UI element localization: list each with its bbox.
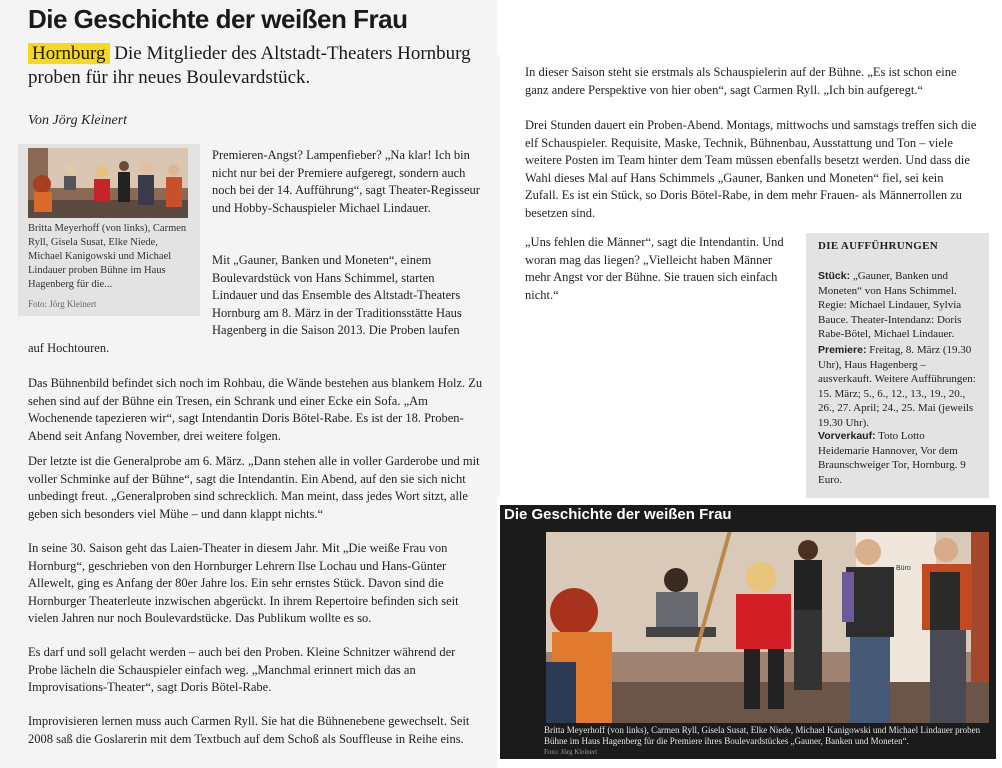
location-keyword[interactable]: Hornburg: [28, 43, 110, 64]
paragraph-2: Mit „Gauner, Banken und Moneten“, einem Boulevardstück von Hans Schimmel, starten Lindauer und das Ensemble des Altstadt-Theaters Hornburg am 8. März in der Traditionsstätte Haus Hagenberg in die Saison 2013. Die Proben laufen: [212, 253, 462, 337]
paragraph-5: In seine 30. Saison geht das Laien-Theater in diesem Jahr. Mit „Die weiße Frau von Hornburg“, geschrieben von den Hornburger Lehrern Ilse Lochau und Hans-Günter Allewelt, ging es Anfang der 80er Jahre los. Ein sehr ernstes Stück. Davon sind die Hornburger Theaterleute inzwischen abgerückt. In ihrem Repertoire befinden sich seit vielen Jahren nur noch Boulevardstücke. Das Publikum wollte es so.: [28, 541, 459, 625]
performances-infobox: [806, 233, 989, 498]
gallery-caption: Britta Meyerhoff (von links), Carmen Ryll, Gisela Susat, Elke Niede, Michael Kanigowski und Michael Lindauer proben Bühne im Haus Hagenberg für die Premiere ihres Boulevardstückes „Gauner, Banken und Moneten“.: [544, 725, 981, 746]
photo-credit: Foto: Jörg Kleinert: [28, 299, 97, 309]
premiere-label: Premiere:: [818, 344, 867, 356]
infobox-premiere: [818, 343, 978, 430]
paragraph-6: Es darf und soll gelacht werden – auch bei den Proben. Kleine Schnitzer während der Probe lächeln die Schauspieler einfach weg. „Manchmal erinnert mich das an Improvisations-Theater“, sagt Doris Bötel-Rabe.: [28, 645, 456, 694]
infobox-stueck: [818, 269, 978, 342]
photo-caption: Britta Meyerhoff (von links), Carmen Ryll, Gisela Susat, Elke Niede, Michael Kanigowski und Michael Lindauer proben Bühne im Haus Hagenberg für die...: [28, 223, 187, 290]
vorverkauf-label: Vorverkauf:: [818, 430, 876, 442]
premiere-text: Freitag, 8. März (19.30 Uhr), Haus Hagenberg – ausverkauft. Weitere Aufführungen: 15. März; 5., 6., 12., 13., 19., 20., 26., 27. April; 24., 25. Mai (jeweils 19.30 Uhr).: [818, 344, 976, 429]
paragraph-9: Drei Stunden dauert ein Proben-Abend. Montags, mittwochs und samstags treffen sich die elf Schauspieler. Requisite, Maske, Technik, Bühnenbau, Ausstattung und Ton – viele weitere Posten im Team hinter dem Team müssen ebenfalls besetzt werden. Und dass die Wahl dieses Mal auf Hans Schimmels „Gauner, Banken und Moneten“ fiel, sei kein Zufall. Es ist ein Stück, so Doris Bötel-Rabe, in dem mehr Frauen- als Männerrollen zu besetzen sind.: [525, 118, 977, 220]
lead-text: Die Mitglieder des Altstadt-Theaters Hornburg proben für ihr neues Boulevardstück.: [28, 43, 471, 88]
byline: Von Jörg Kleinert: [28, 113, 128, 128]
gallery-title: Die Geschichte der weißen Frau: [504, 506, 732, 523]
article-title: Die Geschichte der weißen Frau: [28, 4, 408, 34]
paragraph-4: Der letzte ist die Generalprobe am 6. März. „Dann stehen alle in voller Garderobe und mit voller Schminke auf der Bühne“, sagt die Intendantin. Ein Abend, auf den sie sich nicht unbedingt freut. „Generalproben sind schrecklich. Man meint, dass jedes Wort sitzt, alle geben sich besonders viel Mühe – und dann klappt nichts.“: [28, 454, 480, 521]
paragraph-1: Premieren-Angst? Lampenfieber? „Na klar! Ich bin nicht nur bei der Premiere aufgeregt, sondern auch noch bei der 14. Aufführung“, sagt Theater-Regisseur und Hobby-Schauspieler Michael Lindauer.: [212, 148, 480, 215]
stueck-label: Stück:: [818, 270, 851, 282]
infobox-heading: DIE AUFFÜHRUNGEN: [818, 240, 938, 252]
infobox-vorverkauf: [818, 429, 978, 487]
article-lead: [28, 42, 488, 90]
paragraph-8: In dieser Saison steht sie erstmals als Schauspielerin auf der Bühne. „Es ist schon eine ganz andere Perspektive von hier oben“, sagt Carmen Ryll. „Ich bin aufgeregt.“: [525, 65, 957, 97]
gallery-credit: Foto: Jörg Kleinert: [544, 748, 598, 756]
photo-gallery: [500, 505, 996, 759]
office-door-sign: Büro: [896, 565, 911, 572]
stueck-text: „Gauner, Banken und Moneten“ von Hans Schimmel. Regie: Michael Lindauer, Sylvia Bauce. Theater-Intendanz: Doris Rabe-Bötel, Michael Lindauer.: [818, 270, 962, 340]
article-photo-box: [18, 144, 200, 316]
paragraph-7: Improvisieren lernen muss auch Carmen Ryll. Sie hat die Bühnenebene gewechselt. Seit 2008 saß die Goslarerin mit dem Textbuch auf dem Schoß als Souffleuse in Reihe eins.: [28, 714, 470, 746]
vorverkauf-text: Toto Lotto Heidemarie Hannover, Vor dem Braunschweiger Tor, Hornburg. 9 Euro.: [818, 430, 966, 486]
paragraph-2-end: auf Hochtouren.: [28, 341, 110, 355]
gallery-main-photo[interactable]: [546, 532, 989, 723]
paragraph-10: „Uns fehlen die Männer“, sagt die Intendantin. Und woran mag das liegen? „Vielleicht haben Männer mehr Angst vor der Bühne. Sie trauen sich einfach nicht.“: [525, 235, 784, 302]
rehearsal-photo-thumbnail[interactable]: [28, 148, 188, 218]
paragraph-3: Das Bühnenbild befindet sich noch im Rohbau, die Wände bestehen aus blankem Holz. Zu sehen sind auf der Bühne ein Tresen, ein Schrank und einer Ecke ein Sofa. „Am Wochenende tapezieren wir“, sagt Intendantin Doris Bötel-Rabe. Es ist der 18. Proben-Abend seit Anfang November, drei weitere folgen.: [28, 376, 483, 443]
